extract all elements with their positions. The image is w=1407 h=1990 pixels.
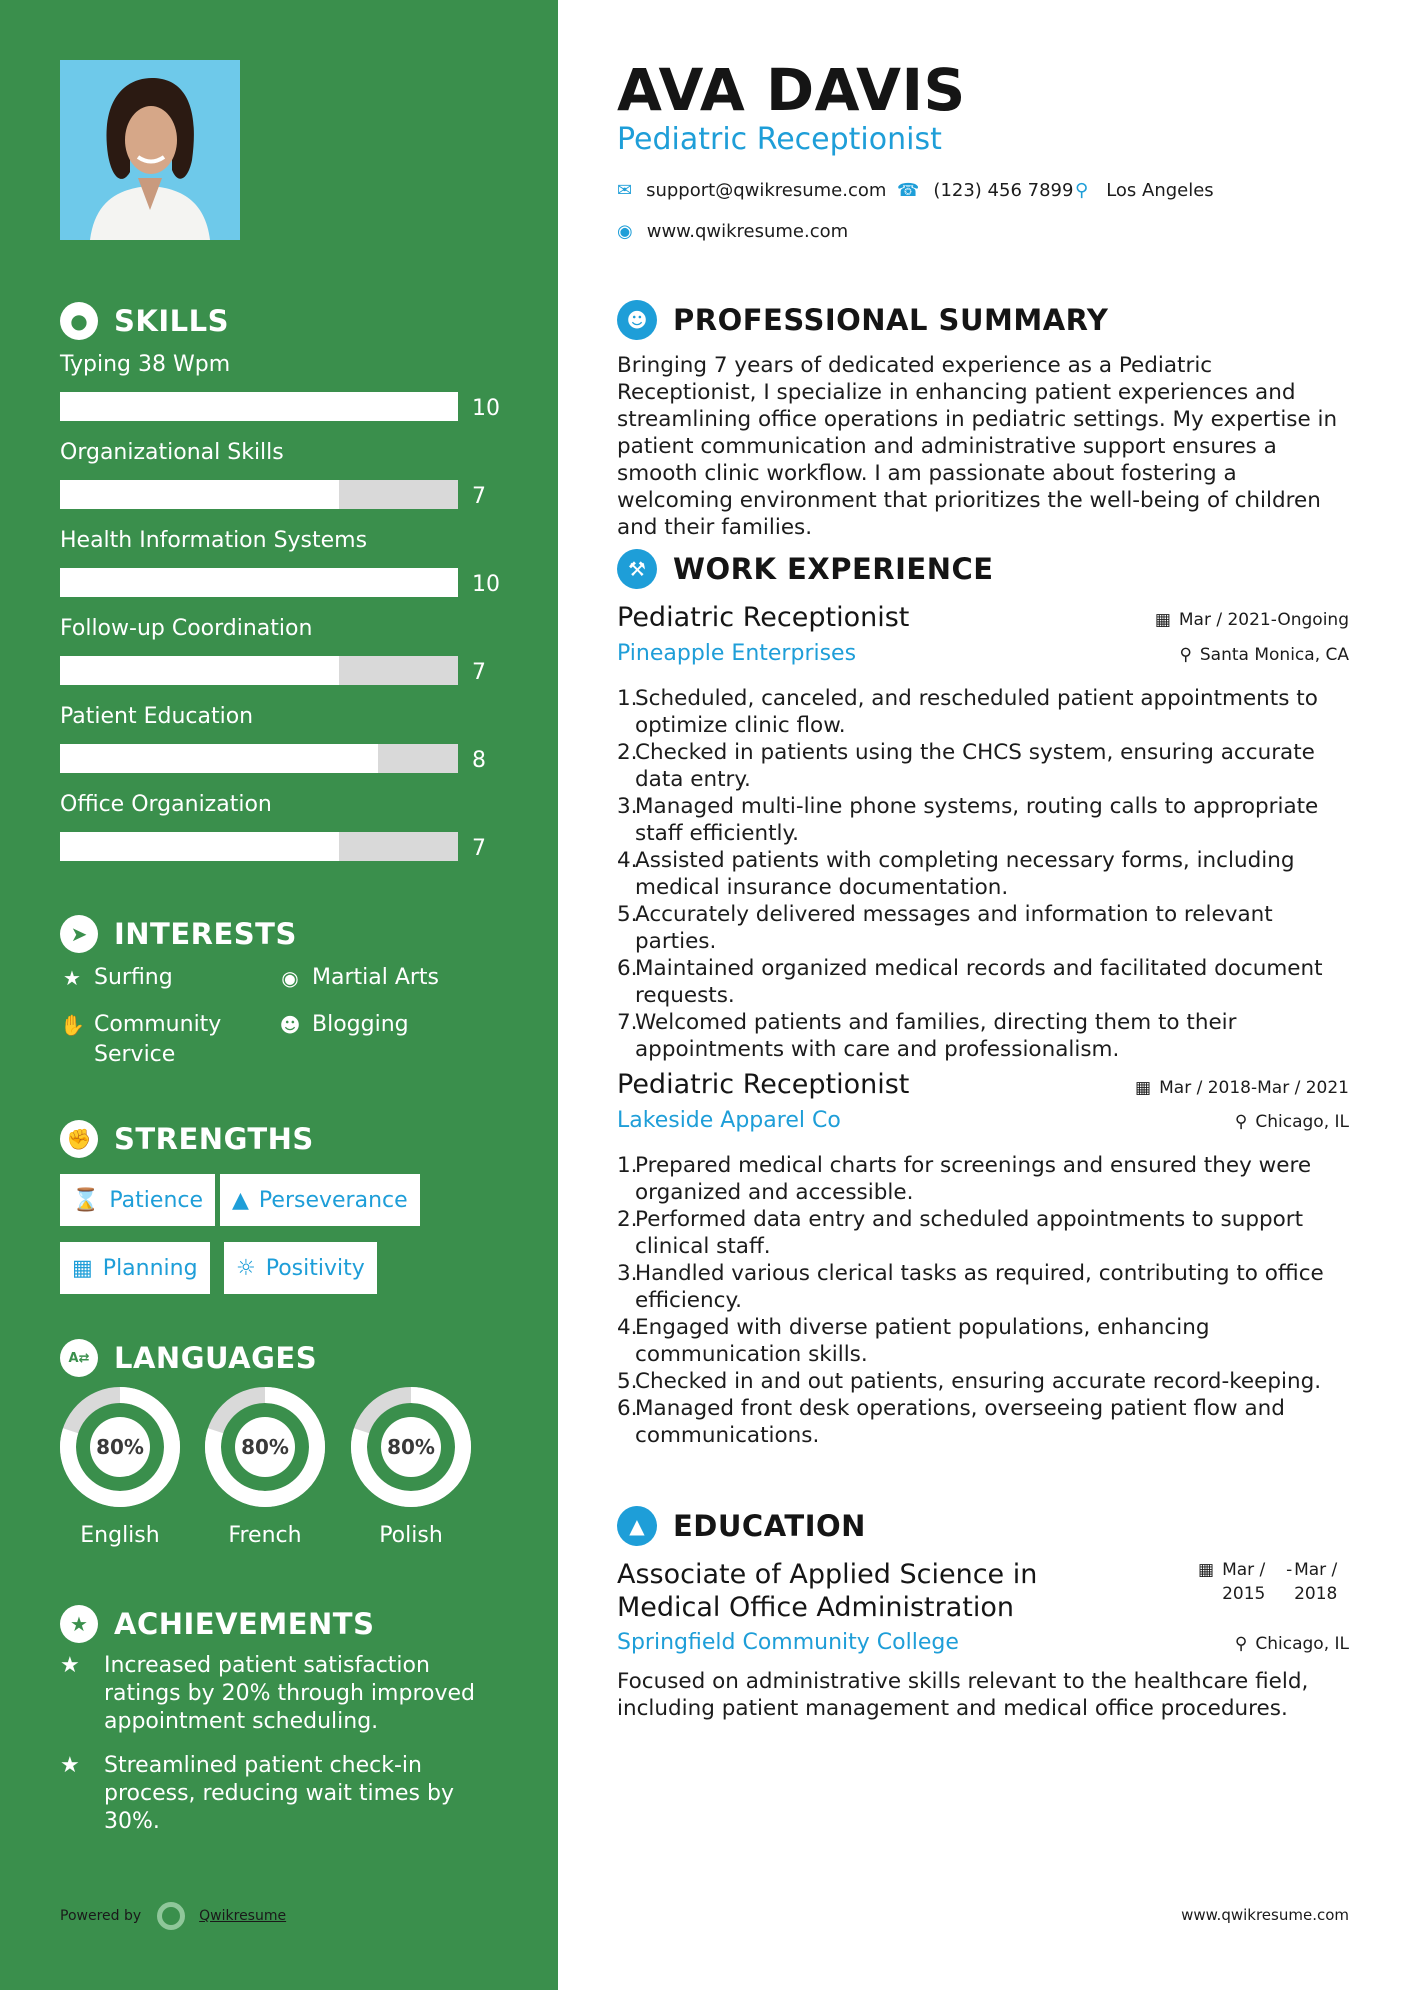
skill-value: 7	[472, 660, 486, 685]
duty-number: 2.	[617, 1207, 638, 1232]
strength-chip: ☼ Positivity	[224, 1242, 377, 1294]
website-contact[interactable]: ◉ www.qwikresume.com	[617, 221, 849, 242]
language-percent: 80%	[241, 1435, 289, 1459]
skill-item	[60, 438, 500, 510]
skill-item	[60, 350, 500, 422]
powered-by: Powered by Qwikresume	[60, 1902, 286, 1930]
duty-number: 1.	[617, 1153, 638, 1178]
language-name: English	[80, 1523, 160, 1548]
skill-name: Organizational Skills	[60, 440, 284, 465]
skill-value: 10	[472, 396, 500, 421]
duty-text: Engaged with diverse patient populations, enhancing communication skills.	[635, 1315, 1210, 1367]
calendar-icon: ▦	[72, 1255, 93, 1281]
job-title: Pediatric Receptionist	[617, 602, 910, 633]
skill-value: 8	[472, 748, 486, 773]
duty-item	[617, 1206, 1347, 1260]
duty-item	[617, 1009, 1347, 1063]
phone-contact: ☎ (123) 456 7899	[897, 180, 1074, 201]
duty-number: 2.	[617, 740, 638, 765]
skill-name: Health Information Systems	[60, 528, 368, 553]
calendar-icon: ▦	[1135, 1078, 1152, 1098]
interests-heading: ➤ INTERESTS	[60, 915, 297, 953]
skill-bar-fill	[60, 392, 458, 421]
location-contact: ⚲ Los Angeles	[1075, 180, 1214, 201]
skill-item	[60, 790, 500, 862]
email-contact[interactable]: ✉ support@qwikresume.com	[617, 180, 887, 201]
achievement-star-icon: ★	[60, 1753, 80, 1778]
skill-bar	[60, 480, 500, 510]
duty-text: Checked in patients using the CHCS system, ensuring accurate data entry.	[635, 740, 1315, 792]
skill-bar	[60, 392, 500, 422]
language-item	[58, 1385, 182, 1548]
duty-text: Maintained organized medical records and facilitated document requests.	[635, 956, 1323, 1008]
duty-item	[617, 1395, 1347, 1449]
skill-value: 7	[472, 836, 486, 861]
skill-value: 7	[472, 484, 486, 509]
interest-item: ◉ Martial Arts	[278, 963, 439, 993]
duty-number: 1.	[617, 686, 638, 711]
school-name: Springfield Community College	[617, 1630, 959, 1655]
skill-name: Office Organization	[60, 792, 272, 817]
skill-item	[60, 702, 500, 774]
users-icon: ☻	[279, 1013, 301, 1037]
duty-item	[617, 1368, 1347, 1395]
duty-number: 5.	[617, 1369, 638, 1394]
skill-bar-fill	[60, 480, 339, 509]
star-icon: ★	[63, 966, 81, 990]
star-badge-icon: ★	[60, 1605, 98, 1643]
calendar-icon: ▦	[1154, 610, 1171, 630]
education-location: ⚲ Chicago, IL	[1234, 1634, 1349, 1654]
paper-plane-icon: ➤	[60, 915, 98, 953]
duty-number: 3.	[617, 1261, 638, 1286]
language-percent: 80%	[96, 1435, 144, 1459]
strength-chip: ▲ Perseverance	[220, 1174, 420, 1226]
duty-number: 3.	[617, 794, 638, 819]
pushpin-icon: ⚲	[1179, 645, 1192, 665]
duty-text: Welcomed patients and families, directing them to their appointments with care and professionalism.	[635, 1010, 1237, 1062]
job-location: ⚲ Chicago, IL	[1234, 1112, 1349, 1132]
user-icon: ☻	[617, 300, 657, 340]
summary-text: Bringing 7 years of dedicated experience as a Pediatric Receptionist, I specialize in enhancing patient experiences and streamlining office operations in pediatric settings. My expertise in patient communication and administrative support ensures a smooth clinic workflow. I am passionate about fostering a welcoming environment that prioritizes the well-being of children and their families.	[617, 353, 1338, 540]
company-name: Pineapple Enterprises	[617, 641, 857, 666]
graduation-cap-icon: ▲	[617, 1506, 657, 1546]
languages-heading: A⇄ LANGUAGES	[60, 1339, 317, 1377]
skill-name: Typing 38 Wpm	[60, 352, 231, 377]
hourglass-icon: ⌛	[72, 1187, 100, 1213]
duty-item	[617, 1314, 1347, 1368]
skill-bar	[60, 656, 500, 686]
qwikresume-logo-icon	[157, 1902, 185, 1930]
duty-text: Checked in and out patients, ensuring accurate record-keeping.	[635, 1369, 1322, 1394]
duty-text: Accurately delivered messages and information to relevant parties.	[635, 902, 1273, 954]
achievement-item: ★ Increased patient satisfaction ratings by 20% through improved appointment scheduling.	[60, 1653, 475, 1734]
duty-number: 5.	[617, 902, 638, 927]
company-name: Lakeside Apparel Co	[617, 1108, 841, 1133]
skill-bar	[60, 832, 500, 862]
phone-icon: ☎	[897, 180, 920, 201]
map-pin-icon: ⚲	[1075, 180, 1089, 201]
skill-bar-fill	[60, 568, 458, 597]
skill-bar	[60, 744, 500, 774]
skill-bar-fill	[60, 832, 339, 861]
duty-number: 6.	[617, 956, 638, 981]
duty-text: Managed front desk operations, overseeing patient flow and communications.	[635, 1396, 1285, 1448]
duty-text: Managed multi-line phone systems, routing calls to appropriate staff efficiently.	[635, 794, 1319, 846]
duty-item	[617, 901, 1347, 955]
profile-photo	[60, 60, 240, 240]
duty-text: Scheduled, canceled, and rescheduled patient appointments to optimize clinic flow.	[635, 686, 1318, 738]
language-icon: A⇄	[60, 1339, 98, 1377]
strength-chip: ⌛ Patience	[60, 1174, 215, 1226]
skill-item	[60, 526, 500, 598]
fist-icon: ✊	[60, 1120, 98, 1158]
experience-heading: ⚒ WORK EXPERIENCE	[617, 549, 994, 589]
skill-value: 10	[472, 572, 500, 597]
duty-number: 7.	[617, 1010, 638, 1035]
job-location: ⚲ Santa Monica, CA	[1179, 645, 1349, 665]
skill-bar-fill	[60, 744, 378, 773]
job-dates: ▦ Mar / 2021-Ongoing	[1154, 610, 1349, 630]
interest-item: ★ Surfing	[60, 963, 173, 993]
duty-number: 6.	[617, 1396, 638, 1421]
pushpin-icon: ⚲	[1234, 1634, 1248, 1654]
achievement-item: ★ Streamlined patient check-in process, reducing wait times by 30%.	[60, 1753, 454, 1834]
education-dates: ▦ Mar / 2015 - Mar / 2018	[1198, 1560, 1338, 1604]
job-duties	[617, 1152, 1347, 1449]
calendar-icon: ▦	[1198, 1560, 1215, 1580]
education-heading: ▲ EDUCATION	[617, 1506, 866, 1546]
job-dates: ▦ Mar / 2018-Mar / 2021	[1135, 1078, 1349, 1098]
duty-number: 4.	[617, 848, 638, 873]
duty-text: Prepared medical charts for screenings and ensured they were organized and accessible.	[635, 1153, 1312, 1205]
skill-name: Follow-up Coordination	[60, 616, 313, 641]
job-duties	[617, 685, 1347, 1063]
sidebar	[0, 0, 558, 1990]
duty-item	[617, 793, 1347, 847]
interest-item: ✋ Community Service	[60, 1010, 260, 1070]
language-name: French	[228, 1523, 302, 1548]
duty-item	[617, 739, 1347, 793]
skill-item	[60, 614, 500, 686]
duty-text: Assisted patients with completing necessary forms, including medical insurance documentation.	[635, 848, 1295, 900]
language-ring	[349, 1385, 473, 1509]
hand-icon: ✋	[60, 1013, 85, 1037]
achievement-star-icon: ★	[60, 1653, 80, 1678]
footer-website[interactable]: www.qwikresume.com	[1181, 1906, 1349, 1924]
language-ring	[58, 1385, 182, 1509]
degree-title: Associate of Applied Science in Medical Office Administration	[617, 1559, 1038, 1623]
language-ring	[203, 1385, 327, 1509]
duty-item	[617, 955, 1347, 1009]
duty-item	[617, 1152, 1347, 1206]
date-separator: -	[1286, 1560, 1293, 1580]
language-percent: 80%	[387, 1435, 435, 1459]
job-title: Pediatric Receptionist	[617, 1069, 910, 1100]
envelope-icon: ✉	[617, 180, 633, 201]
skill-bar-fill	[60, 656, 339, 685]
globe-icon: ◉	[617, 221, 633, 242]
interest-item: ☻ Blogging	[278, 1010, 409, 1040]
qwikresume-link[interactable]: Qwikresume	[199, 1908, 287, 1924]
lightbulb-icon: ●	[60, 302, 98, 340]
strength-chip: ▦ Planning	[60, 1242, 210, 1294]
skills-heading: ● SKILLS	[60, 302, 229, 340]
globe-icon: ◉	[281, 966, 299, 990]
road-icon: ▲	[232, 1187, 249, 1213]
duty-item	[617, 847, 1347, 901]
sun-icon: ☼	[236, 1255, 256, 1281]
pushpin-icon: ⚲	[1234, 1112, 1248, 1132]
summary-heading: ☻ PROFESSIONAL SUMMARY	[617, 300, 1108, 340]
strengths-heading: ✊ STRENGTHS	[60, 1120, 314, 1158]
duty-item	[617, 685, 1347, 739]
candidate-role: Pediatric Receptionist	[617, 122, 942, 157]
duty-number: 4.	[617, 1315, 638, 1340]
duty-text: Performed data entry and scheduled appointments to support clinical staff.	[635, 1207, 1304, 1259]
briefcase-icon: ⚒	[617, 549, 657, 589]
candidate-name: AVA DAVIS	[617, 56, 966, 124]
skill-bar	[60, 568, 500, 598]
skill-name: Patient Education	[60, 704, 254, 729]
language-name: Polish	[379, 1523, 443, 1548]
education-description: Focused on administrative skills relevant to the healthcare field, including patient management and medical office procedures.	[617, 1669, 1309, 1721]
duty-item	[617, 1260, 1347, 1314]
language-item	[349, 1385, 473, 1548]
achievements-heading: ★ ACHIEVEMENTS	[60, 1605, 374, 1643]
language-item	[203, 1385, 327, 1548]
duty-text: Handled various clerical tasks as required, contributing to office efficiency.	[635, 1261, 1324, 1313]
